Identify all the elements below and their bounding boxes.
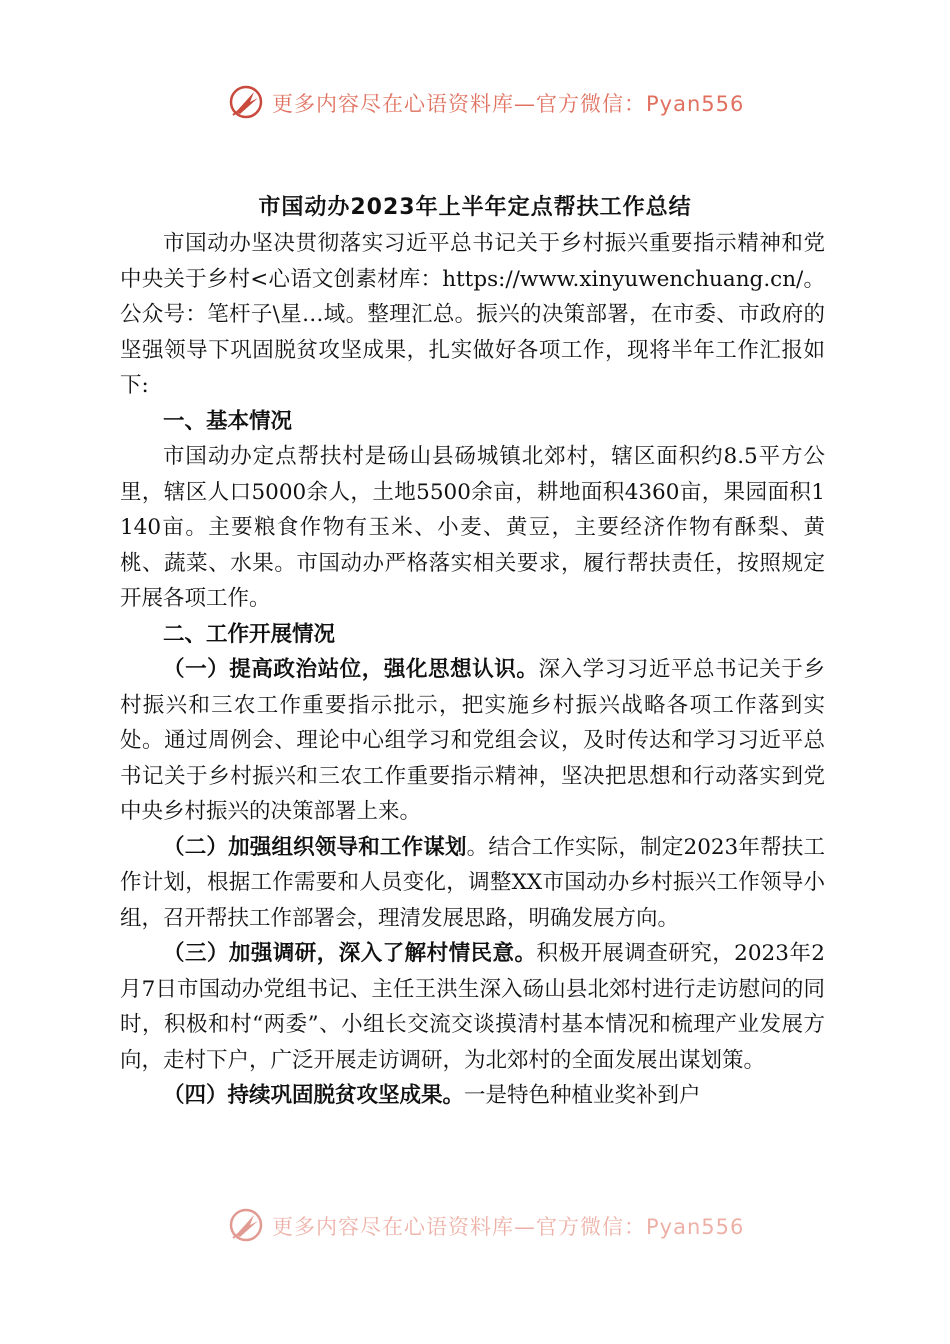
item-lead-1: （一）提高政治站位，强化思想认识。 bbox=[163, 657, 539, 682]
header-banner-text: 更多内容尽在心语资料库—官方微信：Pyan556 bbox=[272, 92, 745, 116]
section2-heading: 二、工作开展情况 bbox=[163, 621, 336, 647]
item-text-1: 深入学习习近平总书记关于乡村振兴和三农工作重要指示批示，把实施乡村振兴战略各项工作落到实处。通过周例会、理论中心组学习和党组会议，及时传达和学习习近平总书记关于乡村振兴和三农工作重要指示精神，坚决把思想和行动落实到党中央乡村振兴的决策部署上来。 bbox=[120, 657, 825, 824]
item-text-3: 积极开展调查研究，2023年2月7日市国动办党组书记、主任王洪生深入砀山县北郊村进行走访慰问的同时，积极和村“两委”、小组长交流交谈摸清村基本情况和梳理产业发展方向，走村下户，广泛开展走访调研，为北郊村的全面发展出谋划策。 bbox=[120, 941, 825, 1073]
footer-banner bbox=[0, 1205, 950, 1245]
quill-logo-icon bbox=[228, 84, 264, 120]
footer-banner-text: 更多内容尽在心语资料库—官方微信：Pyan556 bbox=[272, 1215, 745, 1239]
section1-paragraph: 市国动办定点帮扶村是砀山县砀城镇北郊村，辖区面积约8.5平方公里，辖区人口5000余人，土地5500余亩，耕地面积4360亩，果园面积1140亩。主要粮食作物有玉米、小麦、黄豆，主要经济作物有酥梨、黄桃、蔬菜、水果。市国动办严格落实相关要求，履行帮扶责任，按照规定开展各项工作。 bbox=[120, 444, 825, 611]
item-text-4: 一是特色种植业奖补到户 bbox=[464, 1083, 701, 1108]
quill-logo-icon bbox=[228, 1207, 264, 1243]
item-lead-4: （四）持续巩固脱贫攻坚成果。 bbox=[163, 1083, 465, 1108]
document-body bbox=[120, 226, 825, 1114]
document-title: 市国动办2023年上半年定点帮扶工作总结 bbox=[258, 195, 692, 220]
intro-paragraph: 市国动办坚决贯彻落实习近平总书记关于乡村振兴重要指示精神和党中央关于乡村<心语文创素材库：https://www.xinyuwenchuang.cn/。公众号：笔杆子\星…域。整理汇总。振兴的决策部署，在市委、市政府的坚强领导下巩固脱贫攻坚成果，扎实做好各项工作，现将半年工作汇报如下: bbox=[120, 231, 825, 398]
section1-heading: 一、基本情况 bbox=[163, 408, 293, 434]
item-paragraph-2 bbox=[120, 830, 825, 937]
item-paragraph-1 bbox=[120, 652, 825, 830]
item-paragraph-3 bbox=[120, 936, 825, 1078]
item-lead-2: （二）加强组织领导和工作谋划 bbox=[163, 834, 467, 860]
item-paragraph-4 bbox=[120, 1078, 825, 1114]
item-text-2: 。结合工作实际，制定2023年帮扶工作计划，根据工作需要和人员变化，调整XX市国动办乡村振兴工作领导小组，召开帮扶工作部署会，理清发展思路，明确发展方向。 bbox=[120, 834, 825, 931]
item-lead-3: （三）加强调研，深入了解村情民意。 bbox=[163, 941, 537, 966]
header-banner bbox=[0, 82, 950, 122]
